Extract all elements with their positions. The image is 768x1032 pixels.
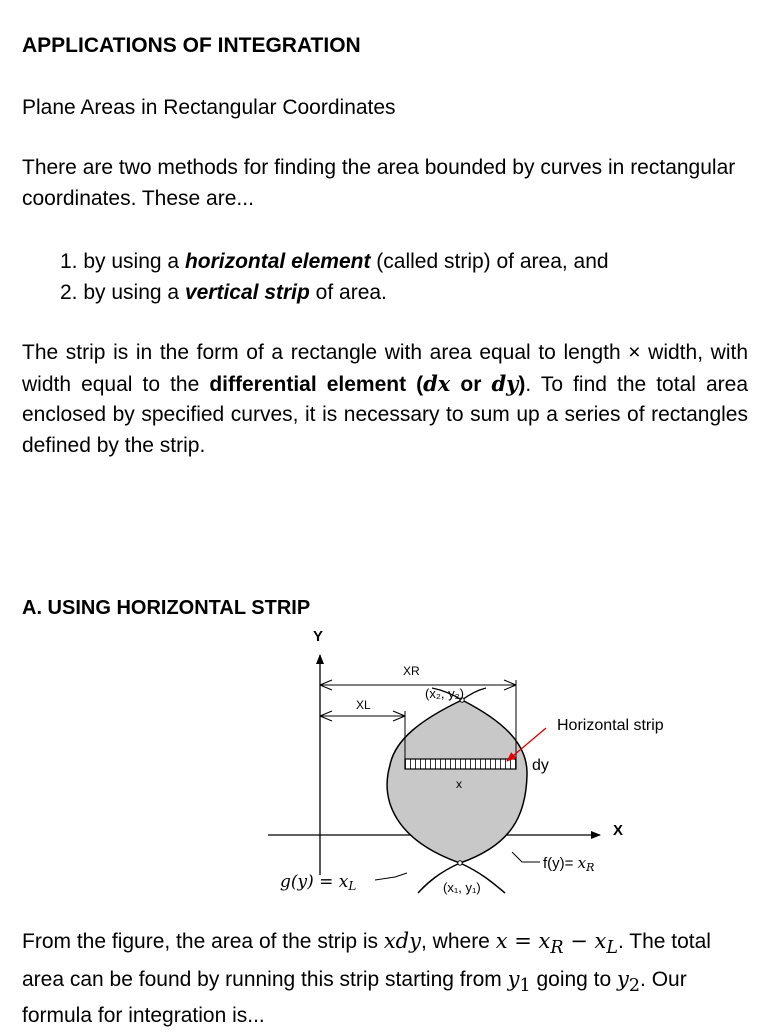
gy-leader-line (375, 873, 407, 880)
y-axis-label: Y (313, 628, 324, 645)
top-point-label: (x₂, y₂) (425, 686, 464, 701)
section-subtitle: Plane Areas in Rectangular Coordinates (22, 96, 396, 119)
dy-label: dy (532, 757, 549, 774)
fy-leader-line (512, 852, 540, 862)
strip-paragraph: The strip is in the form of a rectangle with area equal to length × width, with width equal to the differential element (dx or dy). To find the total area enclosed by specified curves, it is necessary to sum up a series of rectangles defined by the strip. (22, 341, 748, 457)
curve-extension (462, 688, 486, 700)
fy-label: $f(y)= x_R$ (543, 854, 595, 874)
emphasis-text: vertical strip (184, 281, 310, 304)
list-item: 1. by using a horizontal element (called strip) of area, and (60, 250, 609, 273)
point-x1-y1 (458, 861, 462, 865)
xr-label: XR (403, 664, 420, 678)
intro-paragraph: There are two methods for finding the area bounded by curves in rectangular coordinates. These are... (22, 156, 736, 210)
emphasis-text: horizontal element (184, 250, 371, 273)
differential-element-text: differential element (dx or dy) (209, 370, 526, 396)
methods-list (60, 246, 609, 308)
conclusion-paragraph: From the figure, the area of the strip is xdy, where $x = x_R - x_L$. The total area can be found by running this strip starting from $y_1$ going to $y_2$. Our formula for integration is... (22, 929, 711, 1028)
bottom-point-label: (x₁, y₁) (443, 880, 481, 895)
xl-label: XL (356, 698, 371, 712)
x-axis-label: X (613, 822, 624, 839)
horizontal-strip (405, 759, 516, 769)
horizontal-strip-figure (0, 620, 768, 910)
list-item: 2. by using a vertical strip of area. (60, 281, 387, 304)
strip-label: Horizontal strip (557, 717, 664, 734)
gy-label: g(y) = xL (280, 872, 357, 893)
section-heading: A. USING HORIZONTAL STRIP (22, 597, 311, 619)
page-title: APPLICATIONS OF INTEGRATION (22, 34, 361, 57)
x-label: x (456, 777, 462, 791)
